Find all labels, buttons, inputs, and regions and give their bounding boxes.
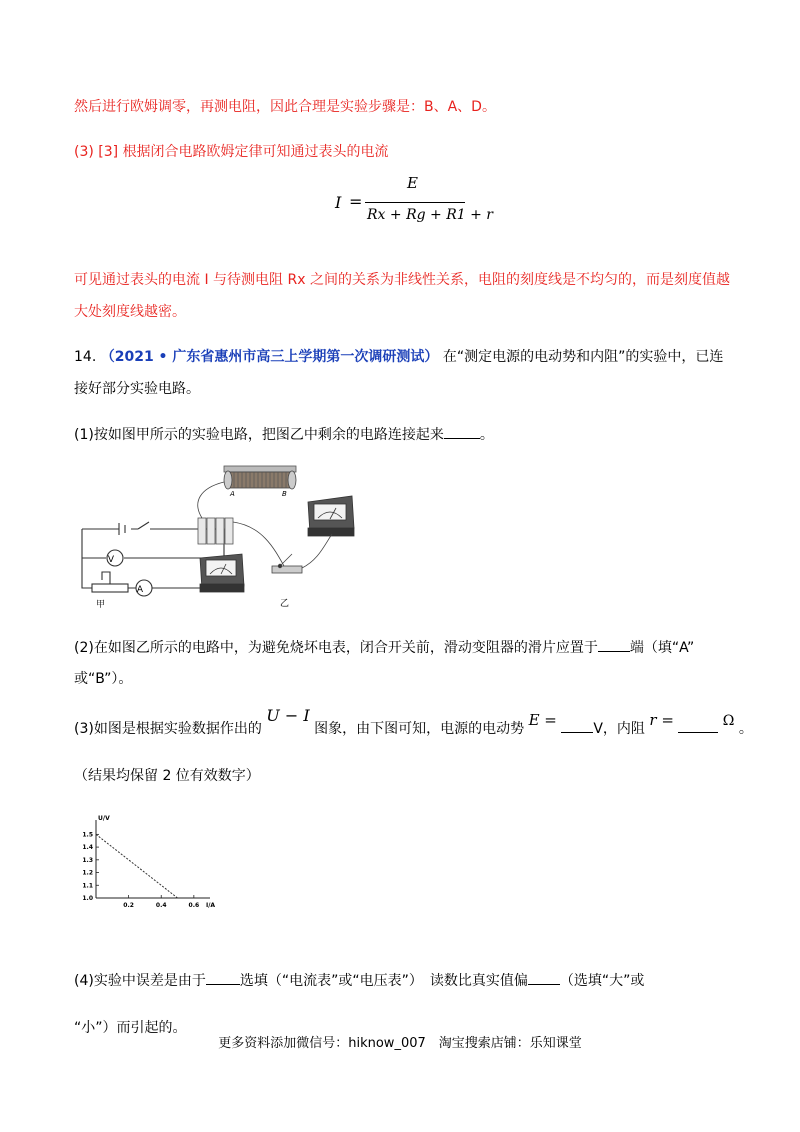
- q3-ui-symbol: U − I: [266, 706, 310, 725]
- x-tick-label: 0.6: [188, 902, 200, 909]
- formula-lhs: I: [335, 193, 342, 212]
- y-tick-label: 1.1: [82, 882, 93, 890]
- circuit-figure: [74, 462, 374, 612]
- question-part-1: [74, 424, 494, 445]
- answer-line-1: 然后进行欧姆调零，再测电阻，因此合理是实验步骤是：B、A、D。: [74, 99, 496, 115]
- rheostat: [224, 466, 296, 489]
- question-part-2: [74, 637, 694, 658]
- question-stem-2: 接好部分实验电路。: [74, 381, 200, 397]
- answer-line-3: 可见通过表头的电流 I 与待测电阻 Rx 之间的关系为非线性关系，电阻的刻度线是不均匀的，而是刻度值越: [74, 272, 730, 288]
- question-number: 14.: [74, 349, 97, 365]
- question-part-3-note: （结果均保留 2 位有效数字）: [74, 768, 260, 784]
- question-part-4-cont: “小”）而引起的。: [74, 1020, 187, 1036]
- figure-yi-label: 乙: [280, 599, 290, 609]
- q3-r-symbol: r =: [649, 711, 674, 729]
- y-tick-label: 1.5: [82, 831, 93, 839]
- x-axis-label: I/A: [206, 902, 216, 909]
- formula-numerator: E: [407, 174, 418, 192]
- formula-denominator: Rx + Rg + R1 + r: [367, 207, 493, 223]
- u-i-chart: [72, 812, 232, 916]
- q2-text-2: 端（填“A”: [629, 640, 695, 656]
- current-formula: [335, 174, 535, 234]
- question-part-4: [74, 970, 644, 991]
- q4-text-2: 选填（“电流表”或“电压表”） 读数比真实值偏: [239, 973, 528, 989]
- y-tick-label: 1.0: [82, 895, 93, 902]
- switch: [272, 554, 302, 573]
- q3-text-1: (3)如图是根据实验数据作出的: [74, 721, 262, 737]
- q2-text: (2)在如图乙所示的电路中，为避免烧坏电表，闭合开关前，滑动变阻器的滑片应置于: [74, 640, 598, 656]
- q4-text-3: （选填“大”或: [559, 973, 645, 989]
- q3-end: 。: [738, 721, 753, 737]
- q4-text-1: (4)实验中误差是由于: [74, 973, 206, 989]
- ammeter-label: A: [136, 585, 144, 595]
- y-tick-label: 1.4: [82, 844, 93, 852]
- voltmeter-instrument: [308, 496, 354, 536]
- ammeter-instrument: [200, 554, 244, 592]
- x-tick-label: 0.4: [155, 902, 167, 909]
- answer-line-2: (3) [3] 根据闭合电路欧姆定律可知通过表头的电流: [74, 144, 389, 160]
- q1-blank[interactable]: [444, 424, 480, 439]
- formula-equals: =: [349, 192, 363, 211]
- question-source: （2021 • 广东省惠州市高三上学期第一次调研测试）: [100, 349, 439, 365]
- q3-emf-blank[interactable]: [561, 718, 593, 733]
- question-stem-1: 在“测定电源的电动势和内阻”的实验中，已连: [442, 349, 724, 365]
- u-i-line: [96, 834, 178, 898]
- question-14-header: [74, 347, 723, 367]
- y-axis-label: U/V: [98, 815, 110, 822]
- voltmeter-label: V: [107, 555, 115, 565]
- y-tick-label: 1.2: [82, 869, 93, 877]
- q3-text-3: V，内阻: [593, 721, 645, 737]
- fraction-bar: [365, 202, 465, 203]
- answer-line-4: 大处刻度线越密。: [74, 304, 186, 320]
- q3-text-2: 图象，由下图可知，电源的电动势: [314, 721, 525, 737]
- page-footer: 更多资料添加微信号：hiknow_007 淘宝搜索店铺：乐知课堂: [218, 1036, 582, 1051]
- rheostat-end-b: B: [282, 490, 287, 498]
- question-part-2-cont: 或“B”）。: [74, 671, 133, 687]
- rheostat-end-a: A: [230, 490, 235, 498]
- q1-text: (1)按如图甲所示的实验电路，把图乙中剩余的电路连接起来: [74, 427, 444, 443]
- x-tick-label: 0.2: [123, 902, 134, 909]
- q3-resistance-blank[interactable]: [678, 718, 718, 733]
- q4-direction-blank[interactable]: [528, 970, 560, 985]
- q2-blank[interactable]: [598, 637, 630, 652]
- q4-meter-blank[interactable]: [206, 970, 240, 985]
- q3-omega: Ω: [722, 713, 735, 729]
- battery-pack: [198, 518, 233, 544]
- y-tick-label: 1.3: [82, 856, 93, 864]
- question-part-3: [74, 706, 753, 739]
- figure-jia-label: 甲: [96, 600, 106, 610]
- q1-end: 。: [479, 427, 494, 443]
- q3-e-symbol: E =: [528, 711, 557, 729]
